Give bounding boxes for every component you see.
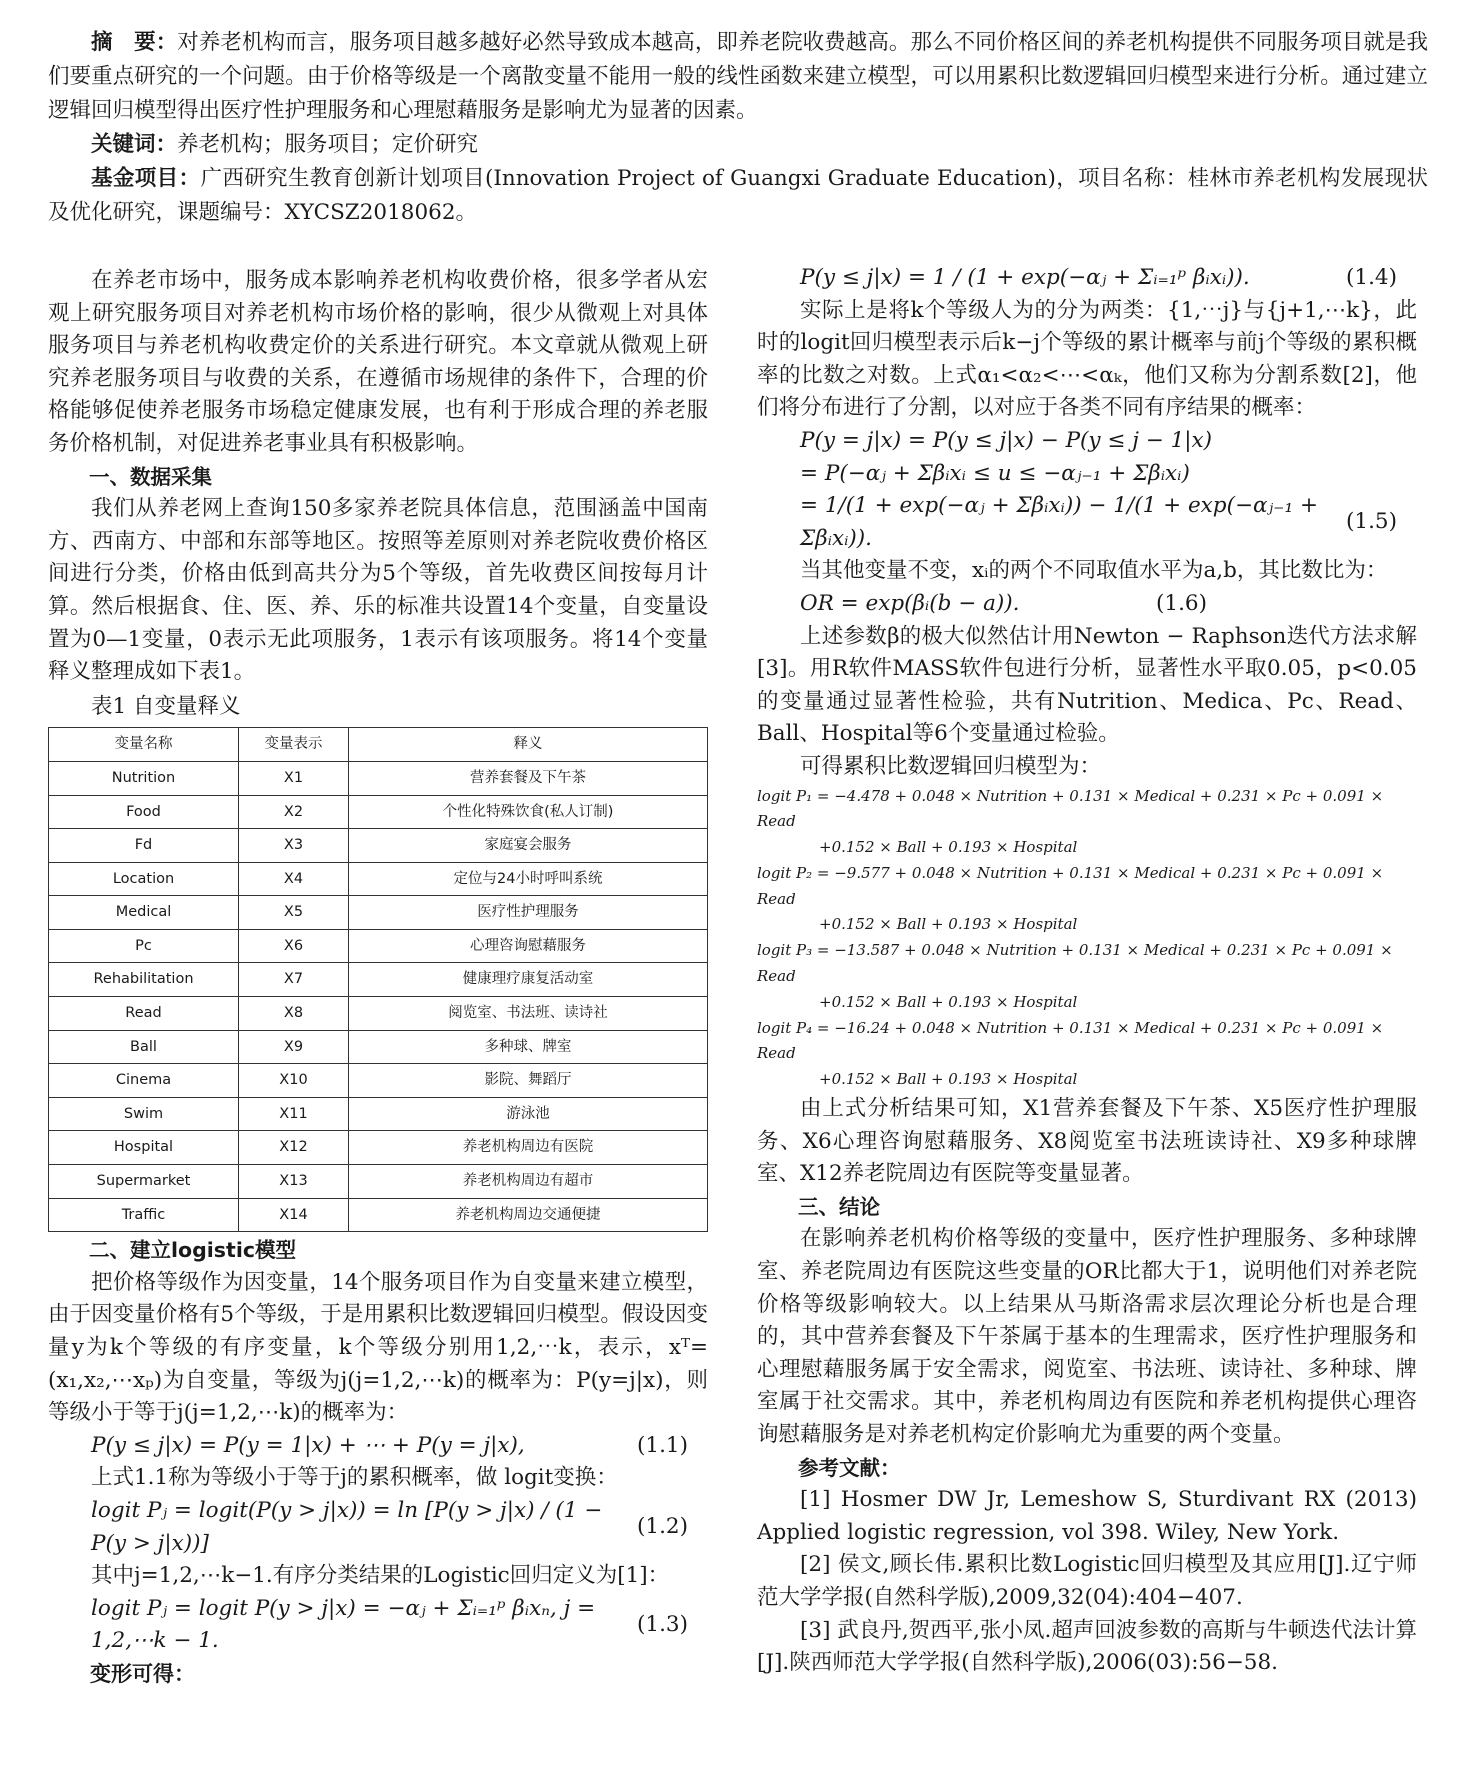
table-cell: Ball xyxy=(49,1030,239,1064)
table-cell: Cinema xyxy=(49,1064,239,1098)
table-cell: X7 xyxy=(239,963,349,997)
references-heading: 参考文献： xyxy=(798,1455,901,1480)
table-cell: 影院、舞蹈厅 xyxy=(349,1064,708,1098)
fund-paragraph xyxy=(48,162,1428,230)
table-header-cell: 变量名称 xyxy=(49,728,239,762)
table-cell: 多种球、牌室 xyxy=(349,1030,708,1064)
table-body xyxy=(49,761,708,1231)
abstract-block xyxy=(48,26,1428,230)
keywords-paragraph xyxy=(48,128,1428,162)
table-cell: Swim xyxy=(49,1097,239,1131)
equation-number: (1.4) xyxy=(1346,265,1397,290)
reference-item: [3] 武良丹,贺西平,张小凤.超声回波参数的高斯与牛顿迭代法计算[J].陕西师范大学学报(自然科学版),2006(03):56−58. xyxy=(757,1617,1417,1676)
table-cell: 营养套餐及下午茶 xyxy=(349,761,708,795)
equation-text: = 1/(1 + exp(−αⱼ + Σβᵢxᵢ)) − 1/(1 + exp(−αⱼ₋₁ + Σβᵢxᵢ)). xyxy=(800,493,1318,551)
model-equation-continuation: +0.152 × Ball + 0.193 × Hospital xyxy=(819,992,1078,1011)
model-paragraph: 把价格等级作为因变量，14个服务项目作为自变量来建立模型，由于因变量价格有5个等级，于是用累积比数逻辑回归模型。假设因变量y为k个等级的有序变量，k个等级分别用1,2,⋯k，表示，xᵀ=(x₁,x₂,⋯xₚ)为自变量，等级为j(j=1,2,⋯k)的概率为：P(y=j|x)，则等级小于等于j(j=1,2,⋯k)的概率为： xyxy=(48,1269,708,1426)
table-cell: 养老机构周边有医院 xyxy=(349,1131,708,1165)
table-cell: Food xyxy=(49,795,239,829)
table-cell: 养老机构周边有超市 xyxy=(349,1165,708,1199)
table-cell: Fd xyxy=(49,829,239,863)
model-intro: 可得累积比数逻辑回归模型为： xyxy=(800,753,1102,779)
equation-1-1 xyxy=(48,1430,708,1463)
equation-text: OR = exp(βᵢ(b − a)). xyxy=(800,590,1020,616)
table-cell: 游泳池 xyxy=(349,1097,708,1131)
table-row xyxy=(49,862,708,896)
split-paragraph: 实际上是将k个等级人为的分为两类：{1,⋯j}与{j+1,⋯k}，此时的logit回归模型表示后k−j个等级的累计概率与前j个等级的累积概率的比数之对数。上式α₁<α₂<⋯<αₖ，他们又称为分割系数[2]，他们将分布进行了分割，以对应于各类不同有序结果的概率： xyxy=(757,297,1417,421)
equation-1-5b xyxy=(757,458,1417,491)
table-cell: Traffic xyxy=(49,1198,239,1232)
table-row xyxy=(49,1064,708,1098)
table-cell: 养老机构周边交通便捷 xyxy=(349,1198,708,1232)
odds-paragraph: 当其他变量不变，xᵢ的两个不同取值水平为a,b，其比数比为： xyxy=(800,558,1388,584)
table-cell: X3 xyxy=(239,829,349,863)
table-cell: X2 xyxy=(239,795,349,829)
table-row xyxy=(49,1097,708,1131)
table-row xyxy=(49,829,708,863)
model-equation-continuation: +0.152 × Ball + 0.193 × Hospital xyxy=(819,838,1078,857)
section-heading-2: 二、建立logistic模型 xyxy=(89,1238,296,1263)
left-column xyxy=(48,265,708,1691)
equation-1-6 xyxy=(757,588,1417,621)
table-cell: Read xyxy=(49,997,239,1031)
table-cell: 定位与24小时呼叫系统 xyxy=(349,862,708,896)
data-paragraph: 我们从养老网上查询150多家养老院具体信息，范围涵盖中国南方、西南方、中部和东部等地区。按照等差原则对养老院收费价格区间进行分类，价格由低到高共分为5个等级，首先收费区间按每月计算。然后根据食、住、医、养、乐的标准共设置14个变量，自变量设置为0—1变量，0表示无此项服务，1表示有该项服务。将14个变量释义整理成如下表1。 xyxy=(48,496,708,685)
abstract-paragraph xyxy=(48,26,1428,128)
equation-text: P(y = j|x) = P(y ≤ j|x) − P(y ≤ j − 1|x) xyxy=(800,427,1213,453)
table-cell: Rehabilitation xyxy=(49,963,239,997)
reference-item: [2] 侯文,顾长伟.累积比数Logistic回归模型及其应用[J].辽宁师范大学学报(自然科学版),2009,32(04):404−407. xyxy=(757,1552,1417,1610)
table-cell: X14 xyxy=(239,1198,349,1232)
table-row xyxy=(49,896,708,930)
table-cell: Location xyxy=(49,862,239,896)
table-cell: 家庭宴会服务 xyxy=(349,829,708,863)
table-cell: X13 xyxy=(239,1165,349,1199)
reference-item: [1] Hosmer DW Jr, Lemeshow S, Sturdivant RX (2013) Applied logistic regression, vol 398. Wiley, New York. xyxy=(757,1487,1417,1545)
equation-number: (1.2) xyxy=(637,1514,688,1540)
model-equation-line: logit P₂ = −9.577 + 0.048 × Nutrition + 0.131 × Medical + 0.231 × Pc + 0.091 × Read xyxy=(757,863,1384,908)
equation-1-5a xyxy=(757,425,1417,458)
intro-paragraph: 在养老市场中，服务成本影响养老机构收费价格，很多学者从宏观上研究服务项目对养老机构市场价格的影响，很少从微观上对具体服务项目与养老机构收费定价的关系进行研究。本文章就从微观上研究养老服务项目与收费的关系，在遵循市场规律的条件下，合理的价格能够促使养老服务市场稳定健康发展，也有利于形成合理的养老服务价格机制，对促进养老事业具有积极影响。 xyxy=(48,268,708,456)
model-equation-line: logit P₁ = −4.478 + 0.048 × Nutrition + 0.131 × Medical + 0.231 × Pc + 0.091 × Read xyxy=(757,786,1384,831)
table-cell: Pc xyxy=(49,929,239,963)
table-header-cell: 释义 xyxy=(349,728,708,762)
estimation-paragraph: 上述参数β的极大似然估计用Newton − Raphson迭代方法求解[3]。用R软件MASS软件包进行分析，显著性水平取0.05，p<0.05的变量通过显著性检验，共有Nutrition、Medica、Pc、Read、Ball、Hospital等6个变量通过检验。 xyxy=(757,623,1417,747)
keywords-text: 养老机构；服务项目；定价研究 xyxy=(177,132,479,157)
transform-label: 变形可得： xyxy=(90,1661,195,1686)
table-header-cell: 变量表示 xyxy=(239,728,349,762)
equation-text: logit Pⱼ = logit(P(y > j|x)) = ln [P(y > j|x) / (1 − P(y > j|x))] xyxy=(91,1497,603,1556)
section-heading-1: 一、数据采集 xyxy=(89,464,212,489)
equation-1-5c xyxy=(757,490,1417,555)
abstract-text: 对养老机构而言，服务项目越多越好必然导致成本越高，即养老院收费越高。那么不同价格区间的养老机构提供不同服务项目就是我们要重点研究的一个问题。由于价格等级是一个离散变量不能用一般的线性函数来建立模型，可以用累积比数逻辑回归模型来进行分析。通过建立逻辑回归模型得出医疗性护理服务和心理慰藉服务是影响尤为显著的因素。 xyxy=(48,30,1428,123)
table-cell: Hospital xyxy=(49,1131,239,1165)
table-cell: X9 xyxy=(239,1030,349,1064)
abstract-label: 摘 要： xyxy=(91,30,178,55)
table-cell: X11 xyxy=(239,1097,349,1131)
model-equations xyxy=(757,784,1417,1094)
equation-number: (1.6) xyxy=(1156,590,1207,616)
equation-number: (1.5) xyxy=(1346,509,1397,535)
equation-number: (1.1) xyxy=(637,1432,688,1458)
definition-paragraph: 其中j=1,2,⋯k−1.有序分类结果的Logistic回归定义为[1]： xyxy=(91,1563,670,1589)
table-row xyxy=(49,997,708,1031)
table-row xyxy=(49,1198,708,1232)
conclusion-paragraph: 在影响养老机构价格等级的变量中，医疗性护理服务、多种球牌室、养老院周边有医院这些变量的OR比都大于1，说明他们对养老院价格等级影响较大。以上结果从马斯洛需求层次理论分析也是合理的，其中营养套餐及下午茶属于基本的生理需求，医疗性护理服务和心理慰藉服务属于安全需求，阅览室、书法班、读诗社、多种球、牌室属于社交需求。其中，养老机构周边有医院和养老机构提供心理咨询慰藉服务是对养老机构定价影响尤为重要的两个变量。 xyxy=(757,1226,1417,1447)
equation-text: logit Pⱼ = logit P(y > j|x) = −αⱼ + Σᵢ₌₁ᵖ βᵢxₙ, j = 1,2,⋯k − 1. xyxy=(91,1595,596,1654)
model-equation-line: logit P₃ = −13.587 + 0.048 × Nutrition + 0.131 × Medical + 0.231 × Pc + 0.091 × Read xyxy=(757,941,1393,986)
table-cell: 阅览室、书法班、读诗社 xyxy=(349,997,708,1031)
equation-text: = P(−αⱼ + Σβᵢxᵢ ≤ u ≤ −αⱼ₋₁ + Σβᵢxᵢ) xyxy=(800,460,1190,486)
table-cell: 健康理疗康复活动室 xyxy=(349,963,708,997)
table-row xyxy=(49,929,708,963)
result-paragraph: 由上式分析结果可知，X1营养套餐及下午茶、X5医疗性护理服务、X6心理咨询慰藉服务、X8阅览室书法班读诗社、X9多种球牌室、X12养老院周边有医院等变量显著。 xyxy=(757,1096,1417,1187)
variable-table xyxy=(48,727,708,1232)
fund-label: 基金项目： xyxy=(91,166,201,191)
table-row xyxy=(49,761,708,795)
equation-1-2 xyxy=(48,1495,708,1560)
references-list xyxy=(757,1484,1417,1680)
keywords-label: 关键词： xyxy=(91,132,178,157)
table-row xyxy=(49,963,708,997)
table-row xyxy=(49,1165,708,1199)
right-column xyxy=(757,262,1417,1680)
table-row xyxy=(49,1030,708,1064)
model-equation-line: logit P₄ = −16.24 + 0.048 × Nutrition + 0.131 × Medical + 0.231 × Pc + 0.091 × Read xyxy=(757,1018,1384,1063)
table-cell: X6 xyxy=(239,929,349,963)
table-cell: X1 xyxy=(239,761,349,795)
fund-text: 广西研究生教育创新计划项目(Innovation Project of Guangxi Graduate Education)，项目名称：桂林市养老机构发展现状及优化研究，课题编号：XYCSZ2018062。 xyxy=(48,166,1428,225)
table-cell: X8 xyxy=(239,997,349,1031)
table-cell: 个性化特殊饮食(私人订制) xyxy=(349,795,708,829)
table-cell: Supermarket xyxy=(49,1165,239,1199)
equation-1-3 xyxy=(48,1593,708,1658)
table-cell: 心理咨询慰藉服务 xyxy=(349,929,708,963)
table-row xyxy=(49,795,708,829)
table-cell: X5 xyxy=(239,896,349,930)
equation-1-4 xyxy=(757,262,1417,295)
table-caption: 表1 自变量释义 xyxy=(91,693,241,719)
table-cell: Nutrition xyxy=(49,761,239,795)
model-equation-continuation: +0.152 × Ball + 0.193 × Hospital xyxy=(819,915,1078,934)
table-cell: 医疗性护理服务 xyxy=(349,896,708,930)
equation-number: (1.3) xyxy=(637,1612,688,1638)
table-cell: X10 xyxy=(239,1064,349,1098)
equation-text: P(y ≤ j|x) = 1 / (1 + exp(−αⱼ + Σᵢ₌₁ᵖ βᵢxᵢ)). xyxy=(800,265,1250,290)
table-header-row xyxy=(49,728,708,762)
table-cell: X4 xyxy=(239,862,349,896)
logit-paragraph: 上式1.1称为等级小于等于j的累积概率，做 logit变换： xyxy=(91,1465,618,1491)
table-cell: Medical xyxy=(49,896,239,930)
table-cell: X12 xyxy=(239,1131,349,1165)
equation-text: P(y ≤ j|x) = P(y = 1|x) + ⋯ + P(y = j|x), xyxy=(91,1432,525,1458)
section-heading-3: 三、结论 xyxy=(798,1194,880,1219)
model-equation-continuation: +0.152 × Ball + 0.193 × Hospital xyxy=(819,1070,1078,1089)
table-row xyxy=(49,1131,708,1165)
